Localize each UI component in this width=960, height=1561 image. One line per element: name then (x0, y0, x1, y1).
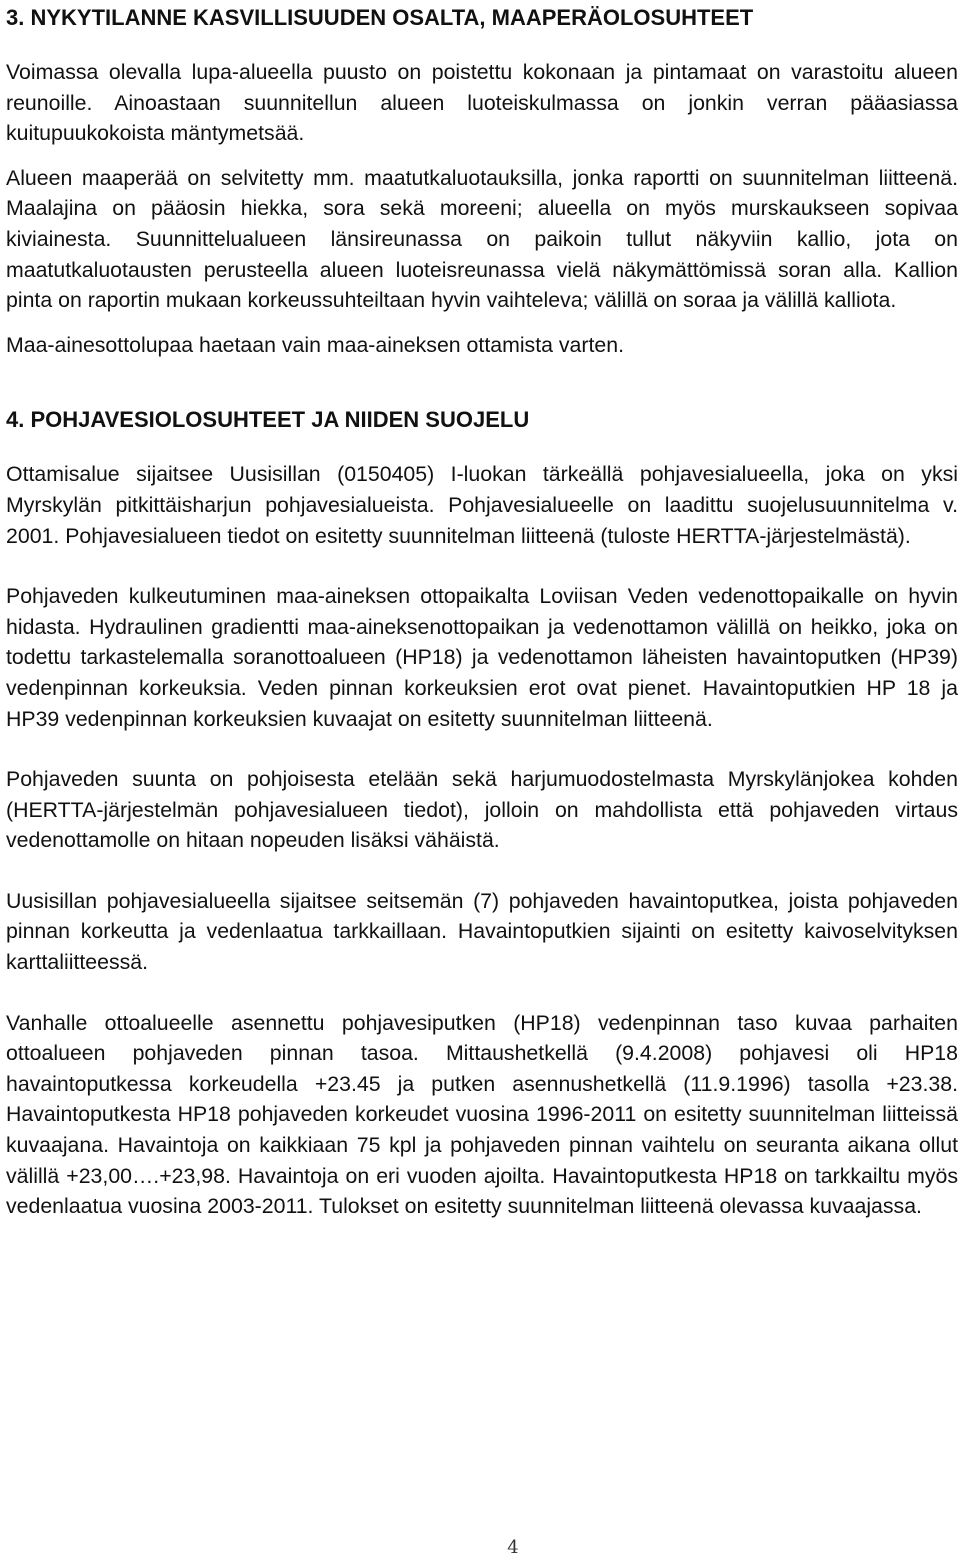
section-4-paragraph-1: Ottamisalue sijaitsee Uusisillan (0150405) I-luokan tärkeällä pohjavesialueella, joka on yksi Myrskylän pitkittäisharjun pohjavesialueista. Pohjavesialueelle on laadittu suojelusuunnitelma v. 2001. Pohjavesialueen tiedot on esitetty suunnitelman liitteenä (tuloste HERTTA-järjestelmästä). (6, 462, 958, 548)
section-4-paragraph-5: Vanhalle ottoalueelle asennettu pohjavesiputken (HP18) vedenpinnan taso kuvaa parhaiten ottoalueen pohjaveden pinnan tasoa. Mittaushetkellä (9.4.2008) pohjavesi oli HP18 havaintoputkessa korkeudella +23.45 ja putken asennushetkellä (11.9.1996) tasolla +23.38. Havaintoputkesta HP18 pohjaveden korkeudet vuosina 1996-2011 on esitetty suunnitelman liitteissä kuvaajana. Havaintoja on kaikkiaan 75 kpl ja pohjaveden pinnan vaihtelu on seuranta aikana ollut välillä +23,00….+23,98. Havaintoja on eri vuoden ajoilta. Havaintoputkesta HP18 on tarkkailtu myös vedenlaatua vuosina 2003-2011. Tulokset on esitetty suunnitelman liitteenä olevassa kuvaajassa. (6, 1010, 958, 1219)
section-4-paragraph-4: Uusisillan pohjavesialueella sijaitsee seitsemän (7) pohjaveden havaintoputkea, joista pohjaveden pinnan korkeutta ja vedenlaatua tarkkaillaan. Havaintoputkien sijainti on esitetty kaivoselvityksen karttaliitteessä. (6, 888, 958, 975)
section-4-paragraph-3: Pohjaveden suunta on pohjoisesta etelään sekä harjumuodostelmasta Myrskylänjokea kohden (HERTTA-järjestelmän pohjavesialueen tiedot), jolloin on mahdollista että pohjaveden virtaus vedenottamolle on hitaan nopeuden lisäksi vähäistä. (6, 767, 958, 853)
page-content (6, 0, 958, 1222)
page-number: 4 (507, 1537, 519, 1558)
section-3-paragraph-3: Maa-ainesottolupaa haetaan vain maa-aineksen ottamista varten. (6, 332, 624, 357)
section-3-paragraph-2: Alueen maaperää on selvitetty mm. maatutkaluotauksilla, jonka raportti on suunnitelman liitteenä. Maalajina on pääosin hiekka, sora sekä moreeni; alueella on myös murskaukseen sopivaa kiviainesta. Suunnittelualueen länsireunassa on paikoin tullut näkyviin kallio, jota on maatutkaluotausten perusteella alueen luoteisreunassa vielä näkymättömissä soran alla. Kallion pinta on raportin mukaan korkeussuhteiltaan hyvin vaihteleva; välillä on soraa ja välillä kalliota. (6, 165, 958, 313)
section-3-heading: 3. NYKYTILANNE KASVILLISUUDEN OSALTA, MAAPERÄOLOSUHTEET (6, 5, 754, 30)
section-4-paragraph-2: Pohjaveden kulkeutuminen maa-aineksen ottopaikalta Loviisan Veden vedenottopaikalle on hyvin hidasta. Hydraulinen gradientti maa-aineksenottopaikan ja vedenottamon välillä on heikko, joka on todettu tarkastelemalla soranottoalueen (HP18) ja vedenottamon läheisten havaintoputken (HP39) vedenpinnan korkeuksia. Veden pinnan korkeuksien erot ovat pienet. Havaintoputkien HP 18 ja HP39 vedenpinnan korkeuksien kuvaajat on esitetty suunnitelman liitteenä. (6, 584, 958, 731)
section-3-paragraph-1: Voimassa olevalla lupa-alueella puusto on poistettu kokonaan ja pintamaat on varastoitu alueen reunoille. Ainoastaan suunnitellun alueen luoteiskulmassa on jonkin verran pääasiassa kuitupuukokoista mäntymetsää. (6, 60, 958, 146)
section-4-heading: 4. POHJAVESIOLOSUHTEET JA NIIDEN SUOJELU (6, 407, 530, 433)
